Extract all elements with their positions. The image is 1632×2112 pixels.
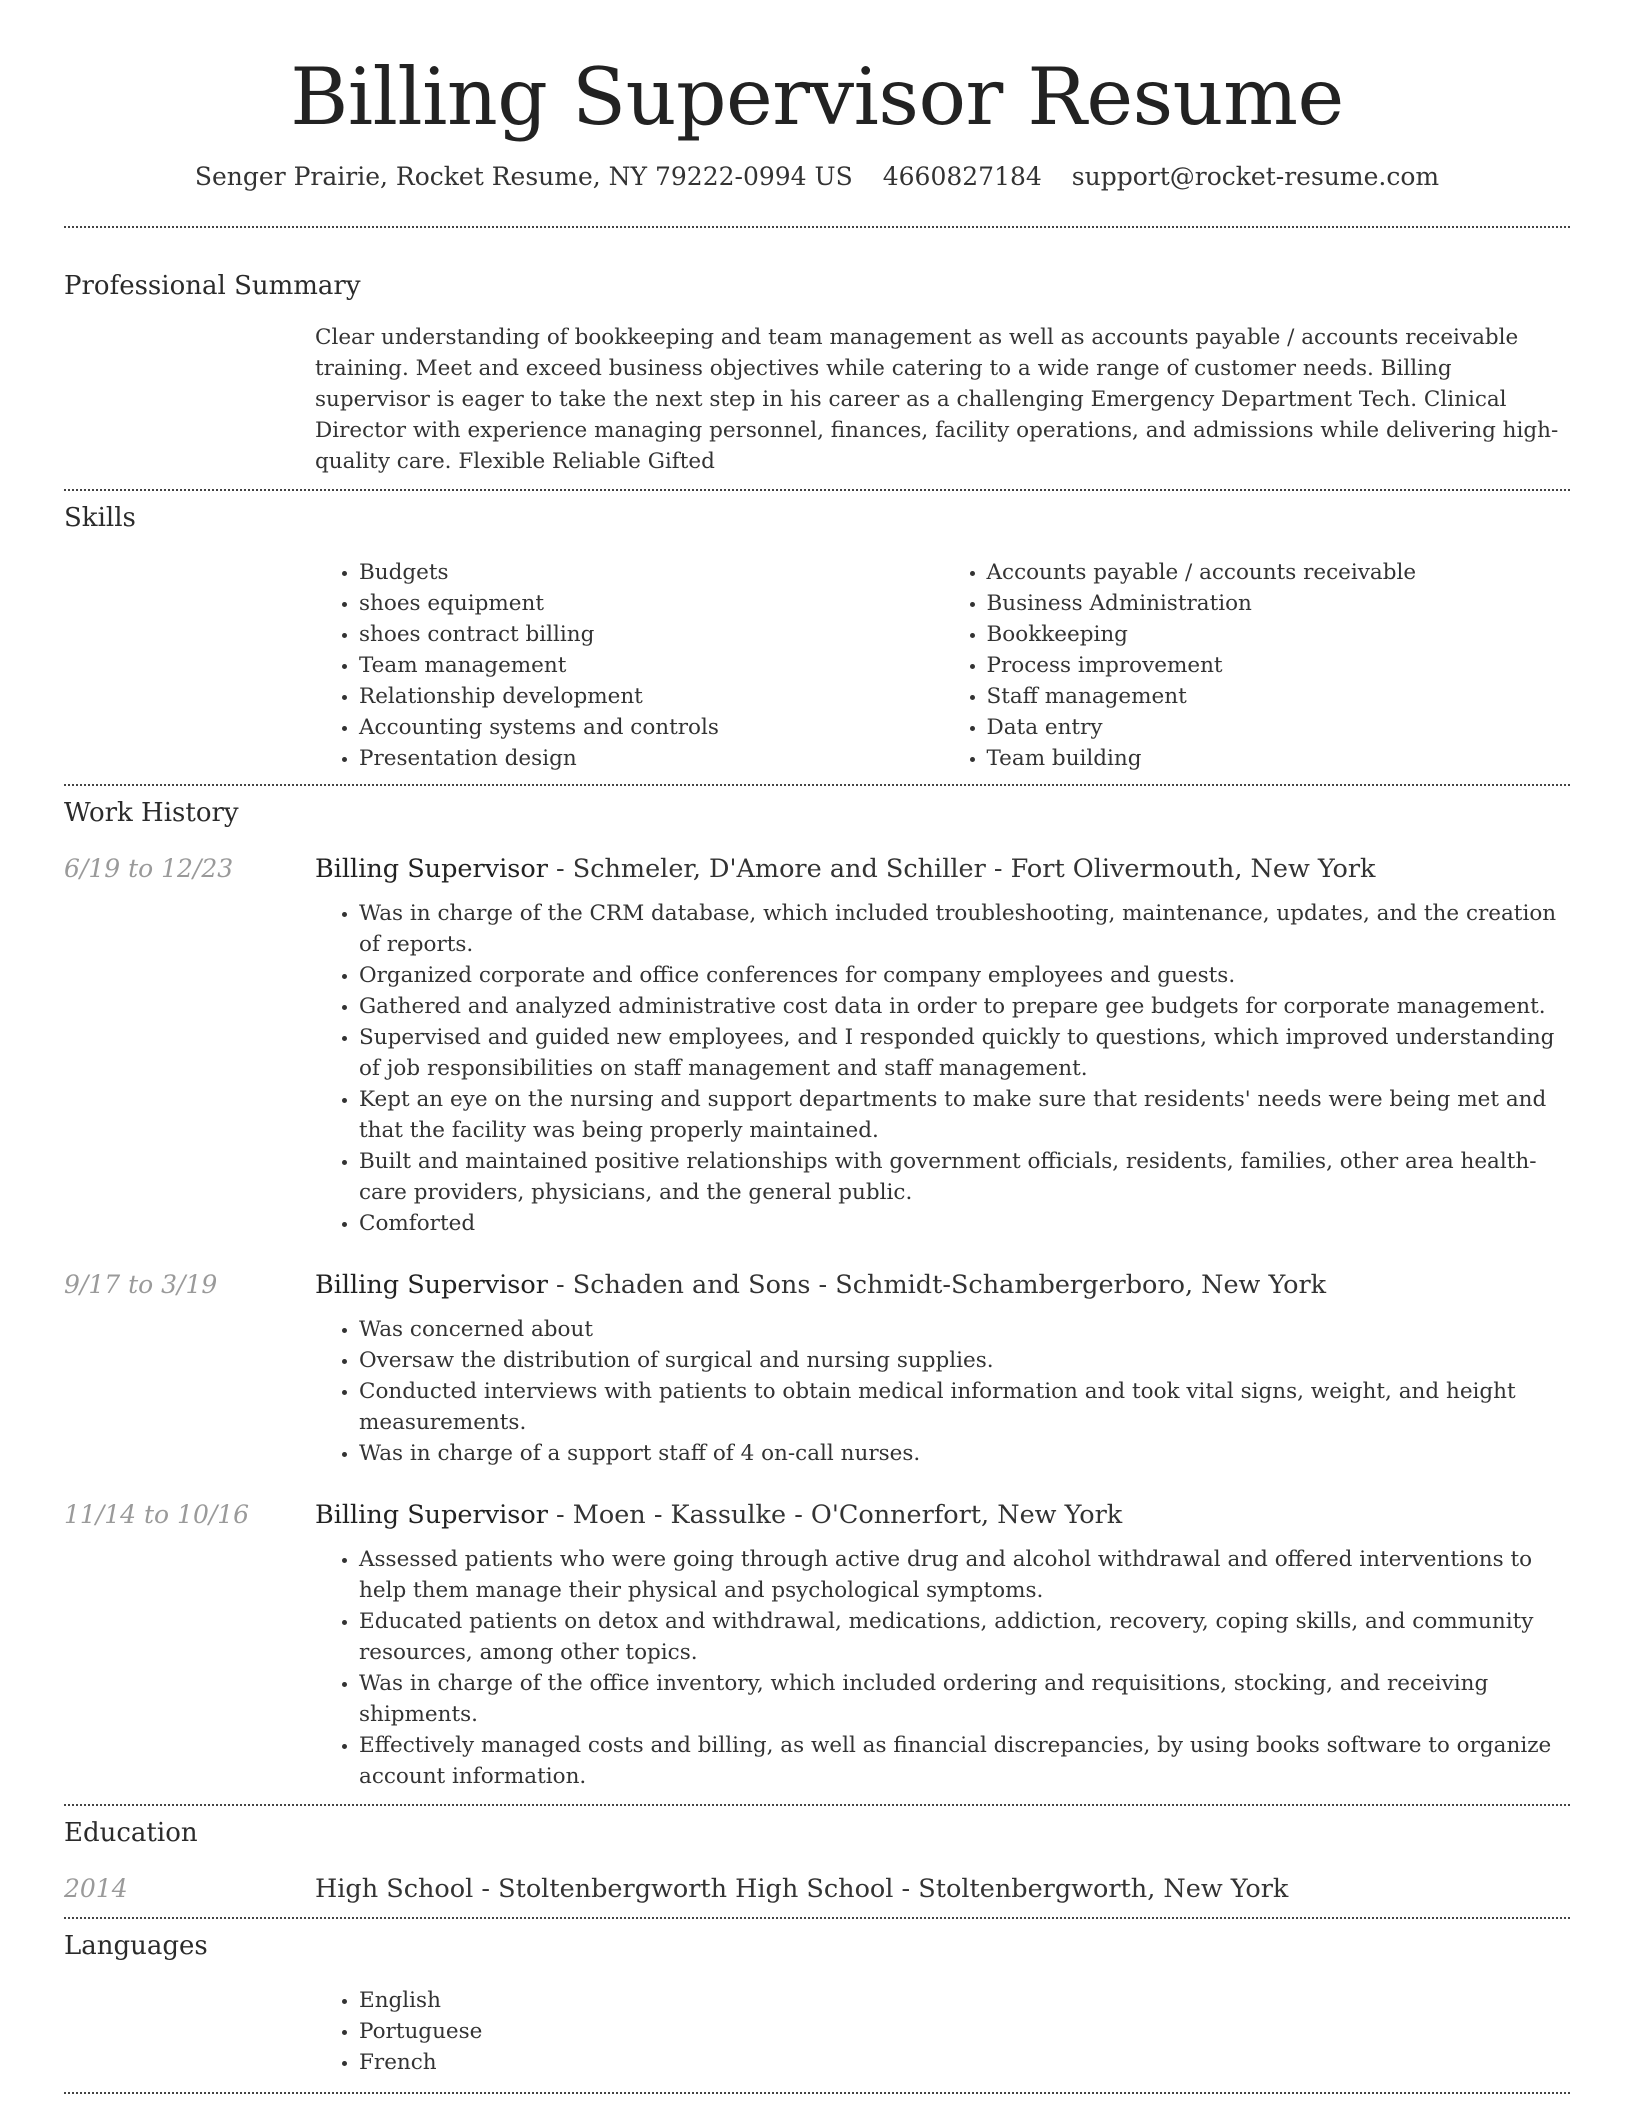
education-heading: Education: [64, 1818, 198, 1848]
skill-item: • Accounting systems and controls: [359, 712, 943, 743]
job-employer: - Moen - Kassulke - O'Connerfort, New York: [547, 1500, 1123, 1530]
job-bullet: • Was in charge of the CRM database, which included troubleshooting, maintenance, updates, and the creation of reports.: [359, 898, 1570, 960]
job-bullet: • Gathered and analyzed administrative cost data in order to prepare gee budgets for corporate management.: [359, 991, 1570, 1022]
job-bullets: [315, 1544, 1570, 1792]
job-bullets: [315, 898, 1570, 1239]
skill-item: • Business Administration: [987, 588, 1571, 619]
job-bullet: • Was concerned about: [359, 1314, 1570, 1345]
job-role: Billing Supervisor: [315, 854, 548, 884]
job-bullet: • Assessed patients who were going through active drug and alcohol withdrawal and offered interventions to help them manage their physical and psychological symptoms.: [359, 1544, 1570, 1606]
job-bullet: • Educated patients on detox and withdrawal, medications, addiction, recovery, coping skills, and community resources, among other topics.: [359, 1606, 1570, 1668]
job-date: 11/14 to 10/16: [64, 1500, 250, 1529]
contact-address: Senger Prairie, Rocket Resume, NY 79222-0994 US: [194, 162, 853, 191]
skills-list-right: [943, 557, 1571, 774]
contact-phone: 4660827184: [882, 162, 1042, 191]
skill-item: • Bookkeeping: [987, 619, 1571, 650]
job-employer: - Schmeler, D'Amore and Schiller - Fort Olivermouth, New York: [547, 854, 1376, 884]
contact-line: [64, 161, 1570, 193]
job-bullets: [315, 1314, 1570, 1469]
resume-page: [64, 0, 1570, 2094]
job-employer: - Schaden and Sons - Schmidt-Schambergerboro, New York: [547, 1270, 1327, 1300]
job-bullet: • Was in charge of the office inventory, which included ordering and requisitions, stocking, and receiving shipments.: [359, 1668, 1570, 1730]
skill-item: • Data entry: [987, 712, 1571, 743]
job-bullet: • Comforted: [359, 1208, 1570, 1239]
job-bullet: • Supervised and guided new employees, and I responded quickly to questions, which improved understanding of job responsibilities on staff management and staff management.: [359, 1022, 1570, 1084]
skill-item: • Accounts payable / accounts receivable: [987, 557, 1571, 588]
skills-heading: Skills: [64, 503, 136, 533]
skill-item: • Presentation design: [359, 743, 943, 774]
skill-item: • Budgets: [359, 557, 943, 588]
summary-text: Clear understanding of bookkeeping and team management as well as accounts payable / accounts receivable training. Meet and exceed business objectives while catering to a wide range of customer needs. Billing supervisor is eager to take the next step in his career as a challenging Emergency Department Tech. Clinical Director with experience managing personnel, finances, facility operations, and admissions while delivering high-quality care. Flexible Reliable Gifted: [315, 325, 1559, 474]
job-bullet: • Effectively managed costs and billing, as well as financial discrepancies, by using books software to organize account information.: [359, 1730, 1570, 1792]
education-entry: [64, 1873, 1570, 1917]
skill-item: • Team building: [987, 743, 1571, 774]
education-section: [64, 1806, 1570, 1917]
skill-item: • shoes contract billing: [359, 619, 943, 650]
job-entry: [64, 1499, 1570, 1804]
skill-item: • shoes equipment: [359, 588, 943, 619]
job-entry: [64, 1269, 1570, 1469]
job-bullet: • Conducted interviews with patients to obtain medical information and took vital signs, weight, and height measurements.: [359, 1376, 1570, 1438]
language-item: • English: [359, 1985, 1570, 2016]
languages-heading: Languages: [64, 1931, 208, 1961]
job-role: Billing Supervisor: [315, 1500, 548, 1530]
job-bullet: • Was in charge of a support staff of 4 on-call nurses.: [359, 1438, 1570, 1469]
job-title: [315, 1499, 1122, 1531]
language-item: • Portuguese: [359, 2016, 1570, 2047]
job-bullet: • Organized corporate and office conferences for company employees and guests.: [359, 960, 1570, 991]
job-bullet: • Kept an eye on the nursing and support departments to make sure that residents' needs were being met and that the facility was being properly maintained.: [359, 1084, 1570, 1146]
contact-email[interactable]: support@rocket-resume.com: [1071, 162, 1440, 191]
education-title: High School - Stoltenbergworth High School - Stoltenbergworth, New York: [315, 1874, 1289, 1904]
job-bullet: • Built and maintained positive relationships with government officials, residents, families, other area health-care providers, physicians, and the general public.: [359, 1146, 1570, 1208]
work-heading: Work History: [64, 798, 239, 828]
job-entry: [64, 853, 1570, 1239]
skills-section: [64, 491, 1570, 784]
skill-item: • Team management: [359, 650, 943, 681]
summary-section: [64, 228, 1570, 489]
job-date: 6/19 to 12/23: [64, 854, 234, 883]
resume-header: [64, 0, 1570, 193]
language-item: • French: [359, 2047, 1570, 2078]
job-title: [315, 853, 1376, 885]
job-title: [315, 1269, 1326, 1301]
work-section: [64, 786, 1570, 1804]
summary-heading: Professional Summary: [64, 271, 361, 301]
skill-item: • Relationship development: [359, 681, 943, 712]
skills-list-left: [315, 557, 943, 774]
languages-list: [315, 1985, 1570, 2078]
job-date: 9/17 to 3/19: [64, 1270, 218, 1299]
education-date: 2014: [64, 1874, 128, 1903]
section-divider: [64, 2092, 1570, 2094]
skill-item: • Staff management: [987, 681, 1571, 712]
job-bullet: • Oversaw the distribution of surgical and nursing supplies.: [359, 1345, 1570, 1376]
page-title: Billing Supervisor Resume: [290, 51, 1344, 143]
job-role: Billing Supervisor: [315, 1270, 548, 1300]
languages-section: [64, 1919, 1570, 2092]
skill-item: • Process improvement: [987, 650, 1571, 681]
